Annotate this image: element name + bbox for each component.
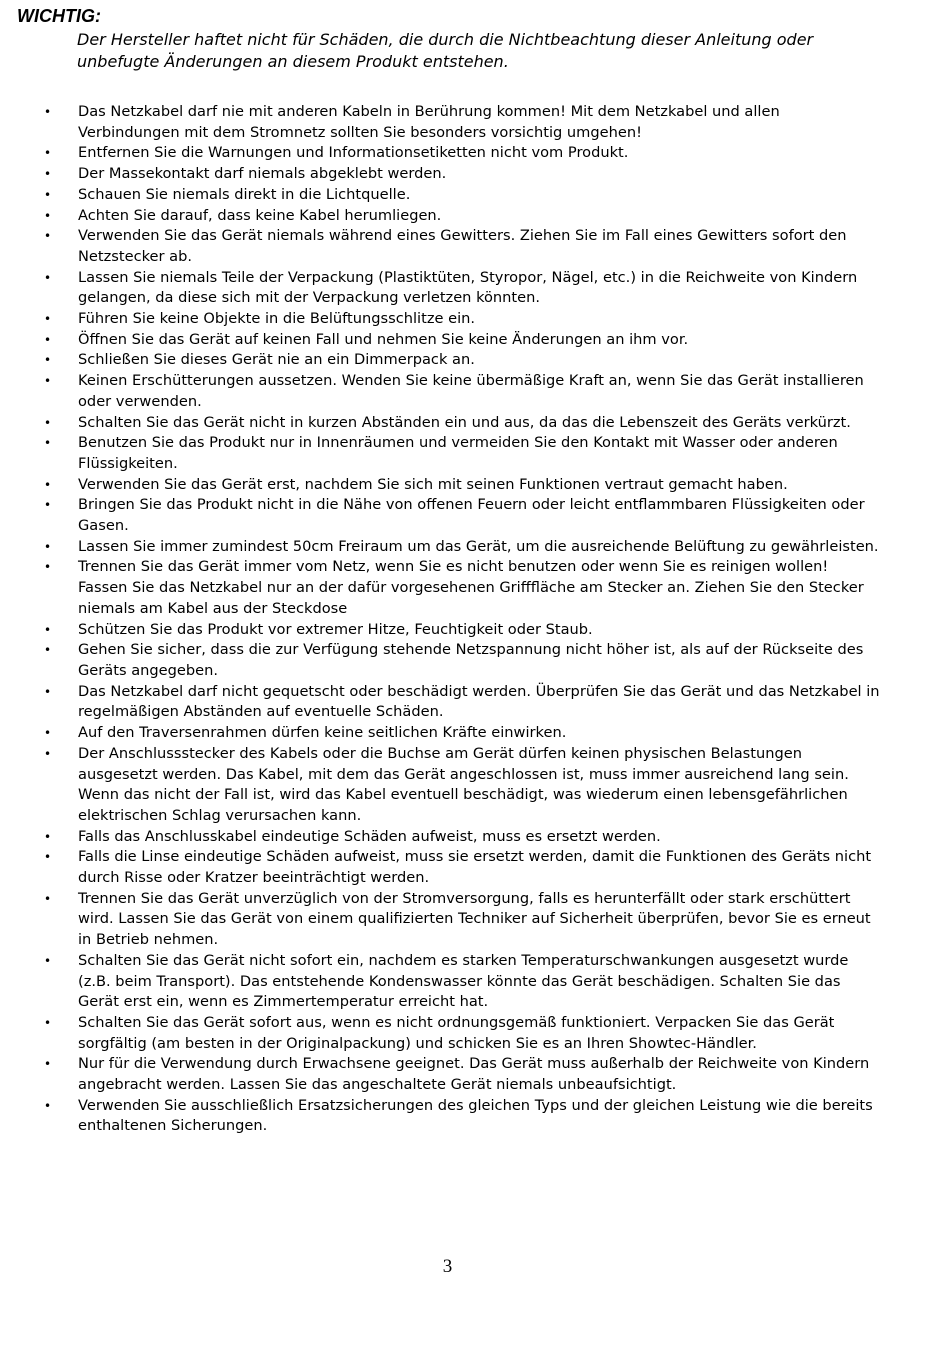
list-item bbox=[0, 350, 950, 371]
bullet-icon: • bbox=[44, 643, 52, 658]
list-item bbox=[0, 143, 950, 164]
list-item bbox=[0, 164, 950, 185]
list-item-text: Schauen Sie niemals direkt in die Lichtquelle. bbox=[78, 185, 411, 203]
list-item bbox=[0, 1054, 950, 1095]
list-item bbox=[0, 475, 950, 496]
list-item bbox=[0, 827, 950, 848]
list-item bbox=[0, 309, 950, 330]
list-item bbox=[0, 951, 950, 1013]
list-item-text: Falls die Linse eindeutige Schäden aufweist, muss sie ersetzt werden, damit die Funktionen des Geräts nicht durch Risse oder Kratzer beeinträchtigt werden. bbox=[78, 848, 872, 887]
list-item-text: Schalten Sie das Gerät nicht sofort ein, nachdem es starken Temperaturschwankungen ausgesetzt wurde (z.B. beim Transport). Das entstehende Kondenswasser könnte das Gerät beschädigen. Schalten Sie das Gerät erst ein, wenn es Zimmertemperatur erreicht hat. bbox=[78, 951, 849, 1011]
bullet-icon: • bbox=[44, 270, 52, 285]
bullet-icon: • bbox=[44, 726, 52, 741]
list-item bbox=[0, 744, 950, 827]
list-item bbox=[0, 889, 950, 951]
list-item-text: Führen Sie keine Objekte in die Belüftungsschlitze ein. bbox=[78, 310, 476, 328]
list-item-text: Verwenden Sie das Gerät niemals während eines Gewitters. Ziehen Sie im Fall eines Gewitters sofort den Netzstecker ab. bbox=[78, 227, 847, 265]
list-item-text: Schalten Sie das Gerät nicht in kurzen Abständen ein und aus, da das die Lebenszeit des Geräts verkürzt. bbox=[78, 413, 851, 431]
list-item-text: Falls das Anschlusskabel eindeutige Schäden aufweist, muss es ersetzt werden. bbox=[78, 827, 661, 845]
list-item-text: Verwenden Sie ausschließlich Ersatzsicherungen des gleichen Typs und der gleichen Leistung wie die bereits enthaltenen Sicherungen. bbox=[78, 1096, 873, 1135]
bullet-icon: • bbox=[44, 229, 52, 244]
bullet-icon: • bbox=[44, 746, 52, 761]
list-item-text: Lassen Sie immer zumindest 50cm Freiraum um das Gerät, um die ausreichende Belüftung zu gewährleisten. bbox=[78, 537, 879, 555]
list-item-text: Bringen Sie das Produkt nicht in die Nähe von offenen Feuern oder leicht entflammbaren Flüssigkeiten oder Gasen. bbox=[78, 496, 865, 535]
bullet-icon: • bbox=[44, 353, 52, 368]
list-item-text: Der Anschlussstecker des Kabels oder die Buchse am Gerät dürfen keinen physischen Belastungen ausgesetzt werden. Das Kabel, mit dem das Gerät angeschlossen ist, muss immer ausreichend lang sein. Wenn das nicht der Fall ist, wird das Kabel eventuell beschädigt, was wiederum einen lebensgefährlichen elektrischen Schlag verursachen kann. bbox=[78, 744, 849, 824]
list-item-text: Trennen Sie das Gerät immer vom Netz, wenn Sie es nicht benutzen oder wenn Sie es reinigen wollen! Fassen Sie das Netzkabel nur an der dafür vorgesehenen Grifffläche am Stecker an. Ziehen Sie den Stecker niemals am Kabel aus der Steckdose bbox=[78, 558, 864, 617]
bullet-icon: • bbox=[44, 332, 52, 347]
list-item bbox=[0, 102, 950, 143]
list-item-text: Schließen Sie dieses Gerät nie an ein Dimmerpack an. bbox=[78, 351, 475, 369]
bullet-icon: • bbox=[44, 105, 52, 119]
list-item bbox=[0, 206, 950, 227]
list-item bbox=[0, 330, 950, 351]
list-item-text: Keinen Erschütterungen aussetzen. Wenden Sie keine übermäßige Kraft an, wenn Sie das Gerät installieren oder verwenden. bbox=[78, 372, 864, 410]
bullet-icon: • bbox=[44, 539, 52, 554]
bullet-icon: • bbox=[44, 891, 52, 906]
list-item-text: Lassen Sie niemals Teile der Verpackung (Plastiktüten, Styropor, Nägel, etc.) in die Reichweite von Kindern gelangen, da diese sich mit der Verpackung verletzen könnten. bbox=[78, 268, 858, 307]
bullet-icon: • bbox=[44, 208, 52, 223]
list-item-text: Nur für die Verwendung durch Erwachsene geeignet. Das Gerät muss außerhalb der Reichweite von Kindern angebracht werden. Lassen Sie das angeschaltete Gerät niemals unbeaufsichtigt. bbox=[78, 1055, 870, 1094]
bullet-icon: • bbox=[44, 374, 52, 389]
list-item-text: Achten Sie darauf, dass keine Kabel herumliegen. bbox=[78, 206, 442, 224]
bullet-icon: • bbox=[44, 187, 52, 202]
bullet-icon: • bbox=[44, 477, 52, 492]
list-item bbox=[0, 413, 950, 434]
bullet-icon: • bbox=[44, 146, 52, 161]
bullet-icon: • bbox=[44, 829, 52, 844]
list-item-text: Öffnen Sie das Gerät auf keinen Fall und nehmen Sie keine Änderungen an ihm vor. bbox=[78, 330, 689, 348]
list-item-text: Gehen Sie sicher, dass die zur Verfügung stehende Netzspannung nicht höher ist, als auf der Rückseite des Geräts angegeben. bbox=[78, 641, 864, 679]
bullet-icon: • bbox=[44, 1098, 52, 1113]
list-item bbox=[0, 620, 950, 641]
list-item-text: Schützen Sie das Produkt vor extremer Hitze, Feuchtigkeit oder Staub. bbox=[78, 620, 593, 638]
list-item bbox=[0, 1096, 950, 1137]
bullet-icon: • bbox=[44, 560, 52, 575]
bullet-icon: • bbox=[44, 684, 52, 699]
list-item bbox=[0, 371, 950, 412]
list-item bbox=[0, 433, 950, 474]
warning-text: Der Hersteller haftet nicht für Schäden, die durch die Nichtbeachtung dieser Anleitung oder unbefugte Änderungen an diesem Produkt entstehen. bbox=[77, 30, 814, 71]
bullet-icon: • bbox=[44, 1057, 52, 1072]
list-item-text: Auf den Traversenrahmen dürfen keine seitlichen Kräfte einwirken. bbox=[78, 724, 567, 742]
list-item bbox=[0, 640, 950, 681]
list-item bbox=[0, 847, 950, 888]
bullet-icon: • bbox=[44, 436, 52, 451]
list-item-text: Schalten Sie das Gerät sofort aus, wenn es nicht ordnungsgemäß funktioniert. Verpacken Sie das Gerät sorgfältig (am besten in der Originalpackung) und schicken Sie es an Ihren Showtec-Händler. bbox=[78, 1013, 835, 1052]
bullet-icon: • bbox=[44, 167, 52, 182]
warning-title: WICHTIG: bbox=[17, 6, 101, 26]
page-number: 3 bbox=[442, 1256, 453, 1277]
bullet-icon: • bbox=[44, 1015, 52, 1030]
list-item bbox=[0, 268, 950, 309]
list-item-text: Der Massekontakt darf niemals abgeklebt werden. bbox=[78, 165, 447, 183]
list-item-text: Entfernen Sie die Warnungen und Informationsetiketten nicht vom Produkt. bbox=[78, 144, 629, 162]
list-item bbox=[0, 185, 950, 206]
list-item bbox=[0, 226, 950, 267]
list-item-text: Benutzen Sie das Produkt nur in Innenräumen und vermeiden Sie den Kontakt mit Wasser oder anderen Flüssigkeiten. bbox=[78, 434, 838, 472]
list-item-text: Das Netzkabel darf nicht gequetscht oder beschädigt werden. Überprüfen Sie das Gerät und das Netzkabel in regelmäßigen Abständen auf eventuelle Schäden. bbox=[78, 682, 880, 721]
bullet-icon: • bbox=[44, 415, 52, 430]
list-item bbox=[0, 1013, 950, 1054]
bullet-icon: • bbox=[44, 312, 52, 327]
bullet-icon: • bbox=[44, 850, 52, 865]
bullet-icon: • bbox=[44, 622, 52, 637]
bullet-icon: • bbox=[44, 953, 52, 968]
list-item bbox=[0, 537, 950, 558]
list-item-text: Trennen Sie das Gerät unverzüglich von der Stromversorgung, falls es herunterfällt oder stark erschüttert wird. Lassen Sie das Gerät von einem qualifizierten Techniker auf Sicherheit überprüfen, bevor Sie es erneut in Betrieb nehmen. bbox=[78, 889, 871, 949]
list-item bbox=[0, 495, 950, 536]
safety-instructions-list bbox=[0, 102, 950, 1137]
list-item bbox=[0, 557, 950, 619]
list-item-text: Das Netzkabel darf nie mit anderen Kabeln in Berührung kommen! Mit dem Netzkabel und allen Verbindungen mit dem Stromnetz sollten Sie besonders vorsichtig umgehen! bbox=[78, 103, 780, 141]
list-item bbox=[0, 682, 950, 723]
list-item-text: Verwenden Sie das Gerät erst, nachdem Sie sich mit seinen Funktionen vertraut gemacht haben. bbox=[78, 475, 788, 493]
bullet-icon: • bbox=[44, 498, 52, 513]
list-item bbox=[0, 723, 950, 744]
